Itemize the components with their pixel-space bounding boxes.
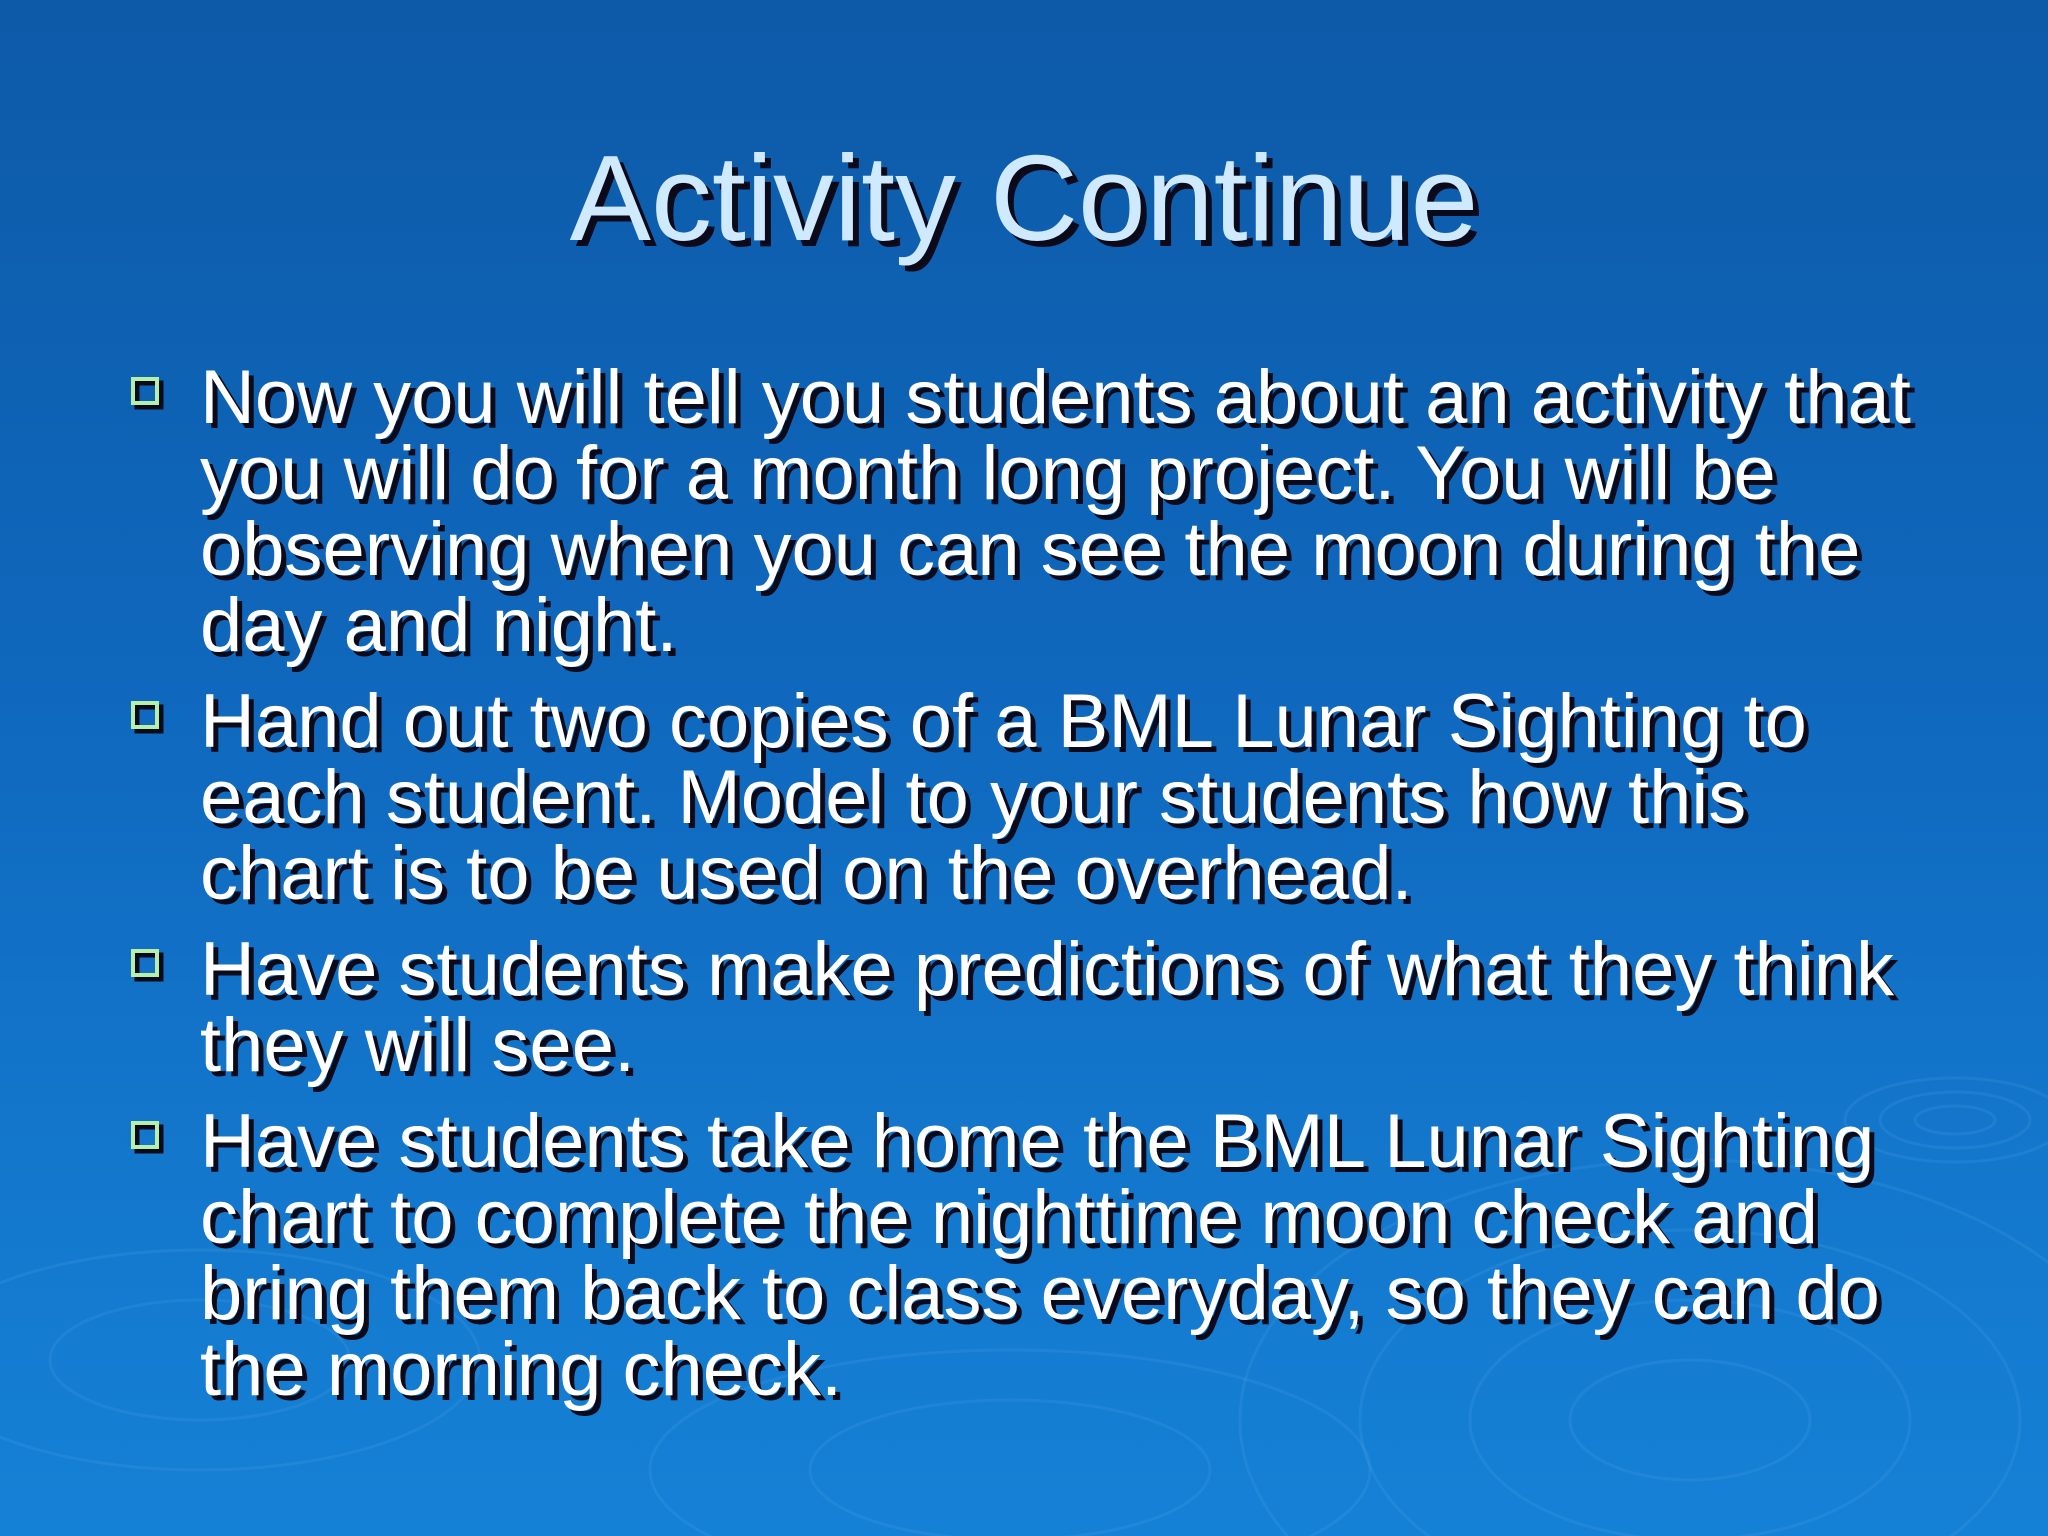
bullet-text: Hand out two copies of a BML Lunar Sighting to each student. Model to your students how this chart is to be used on the overhead. bbox=[200, 679, 1807, 916]
bullet-text: Have students make predictions of what they think they will see. bbox=[200, 927, 1895, 1088]
bullet-item bbox=[128, 927, 1928, 1088]
slide-title: Activity Continue bbox=[569, 130, 1479, 266]
checkbox-square-icon bbox=[130, 1120, 164, 1154]
bullet-list bbox=[128, 355, 1928, 1428]
checkbox-square-icon bbox=[130, 948, 164, 982]
bullet-text: Now you will tell you students about an activity that you will do for a month long project. You will be observing when you can see the moon during the day and night. bbox=[200, 355, 1911, 668]
bullet-item bbox=[128, 1099, 1928, 1412]
checkbox-square-icon bbox=[130, 700, 164, 734]
bullet-item bbox=[128, 355, 1928, 668]
bullet-text: Have students take home the BML Lunar Sighting chart to complete the nighttime moon check and bring them back to class everyday, so they can do the morning check. bbox=[200, 1099, 1880, 1412]
bullet-item bbox=[128, 679, 1928, 916]
checkbox-square-icon bbox=[130, 376, 164, 410]
